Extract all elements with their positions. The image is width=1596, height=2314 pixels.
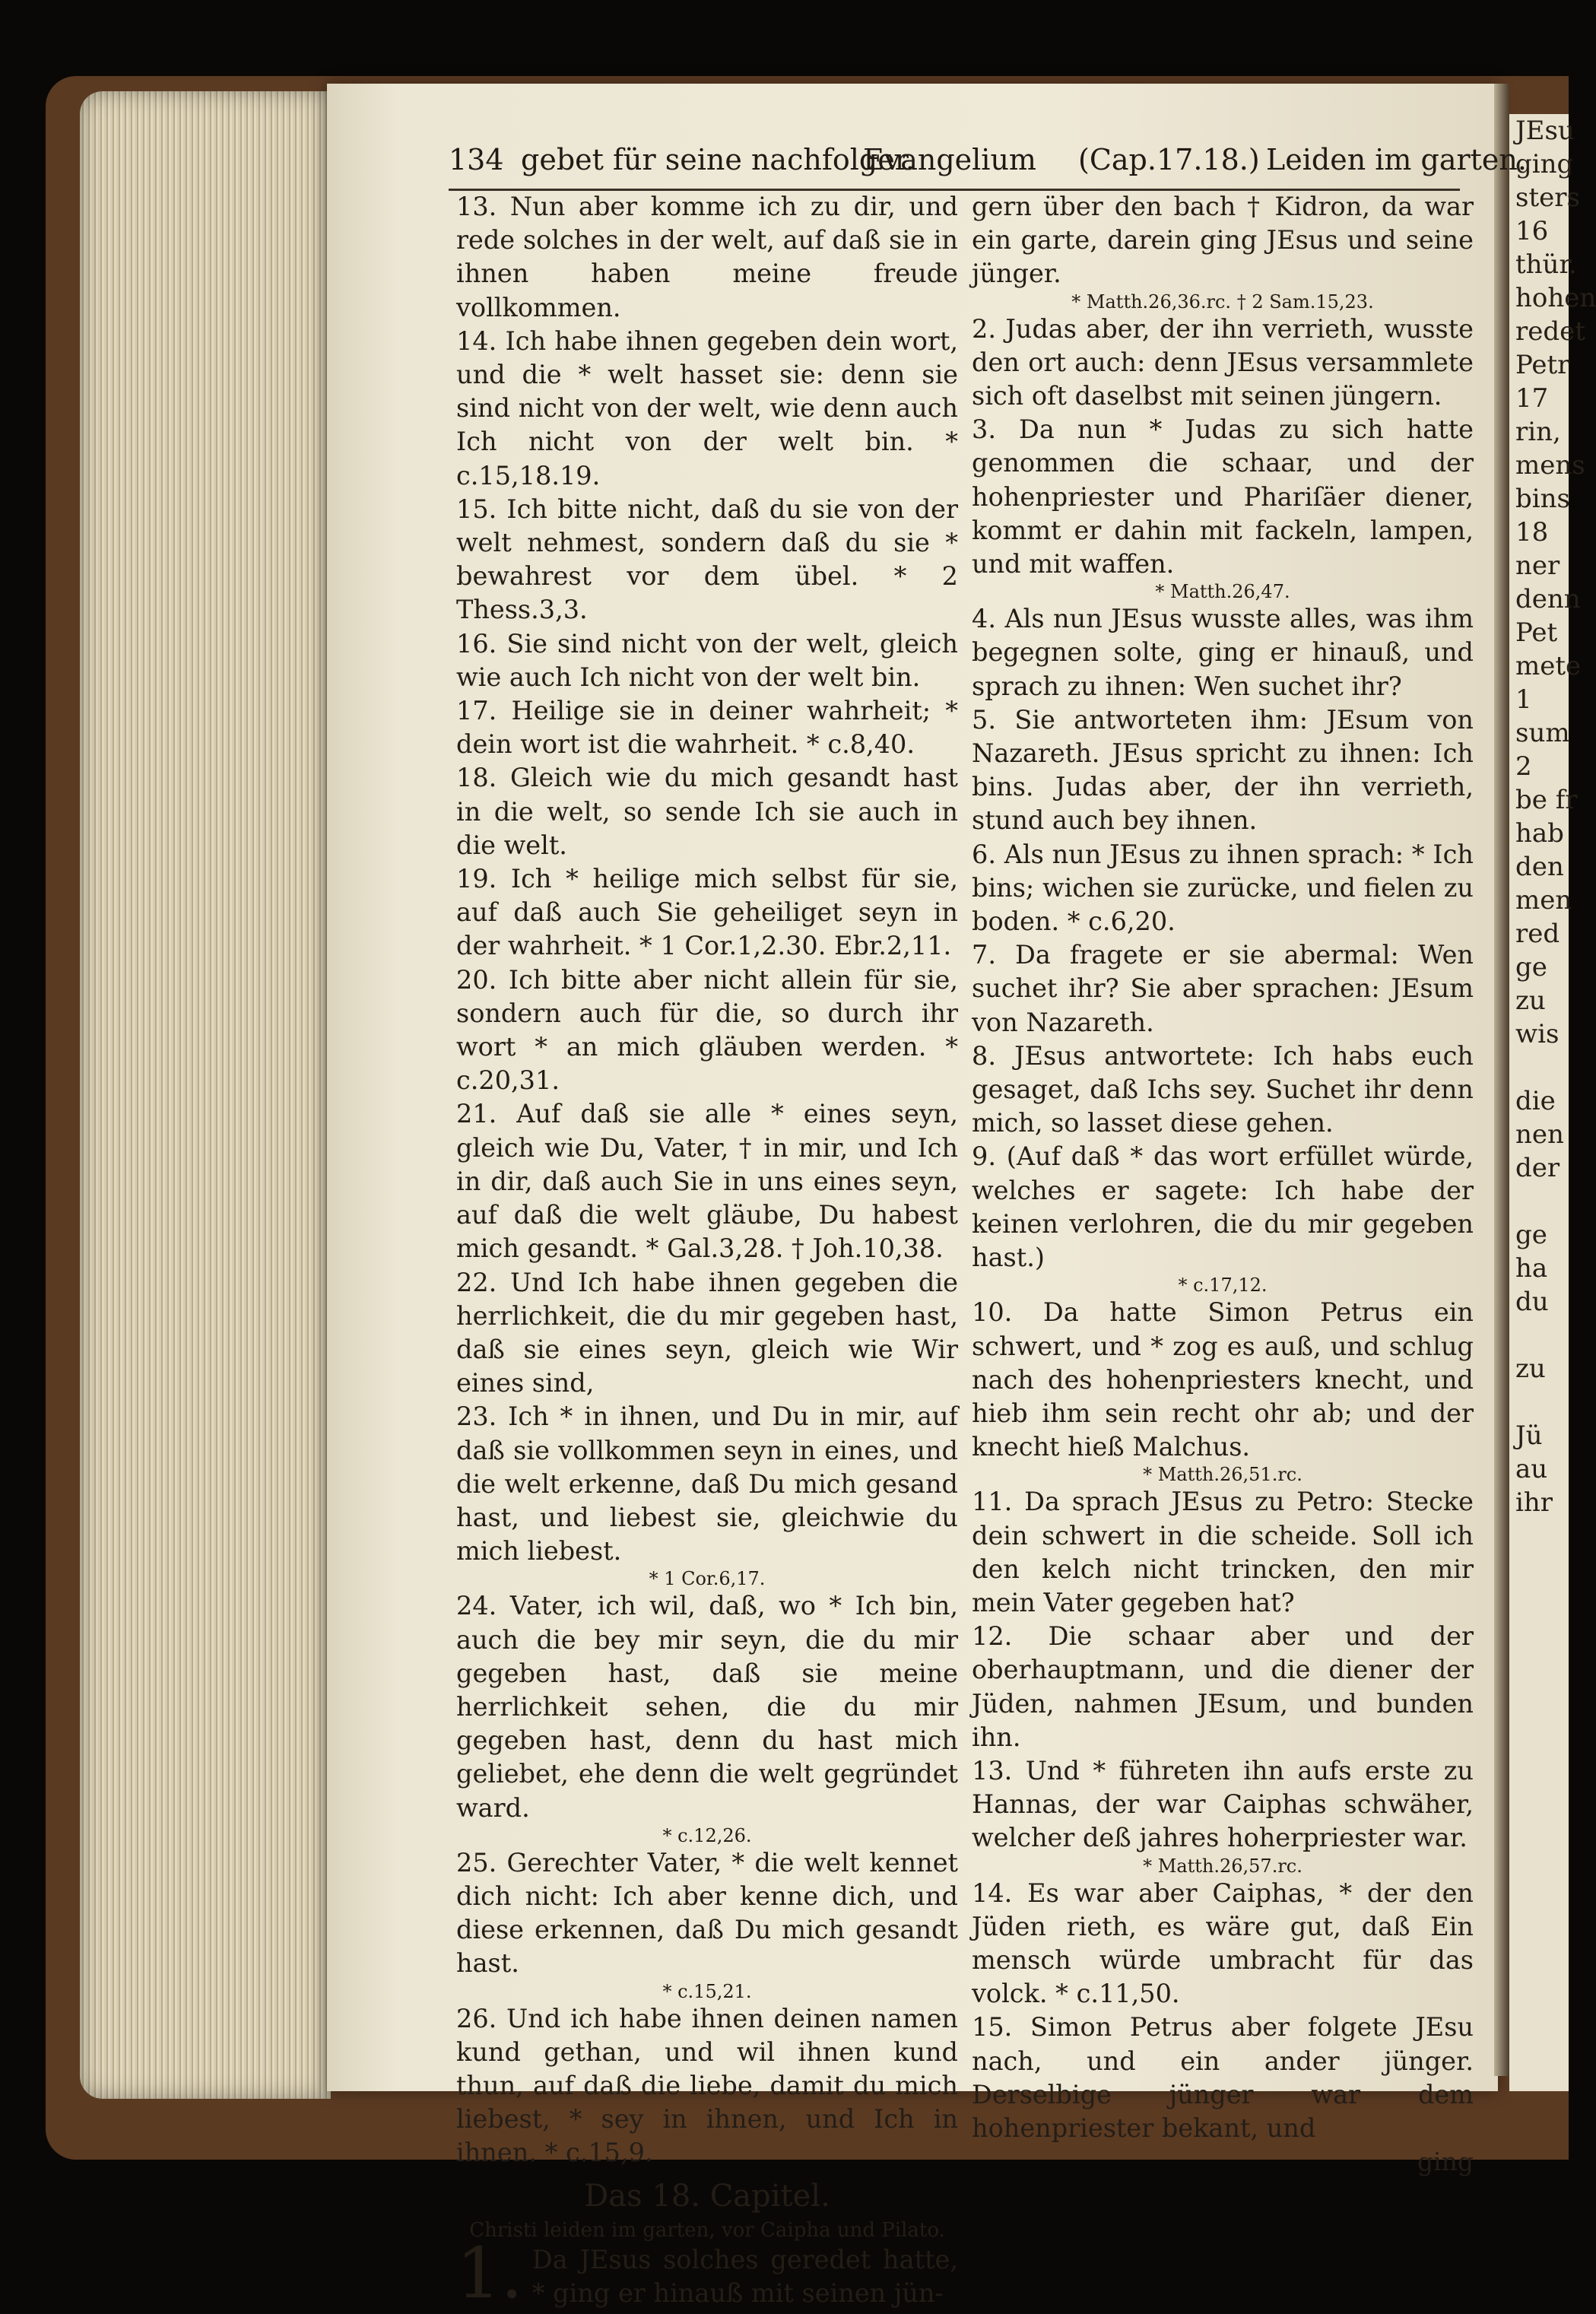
next-page-fragment-line [1509, 1319, 1569, 1352]
verse: 8. JEsus antwortete: Ich habs euch gesaget, daß Ichs sey. Suchet ihr denn mich, so lasset diese gehen. [972, 1040, 1474, 1138]
verse: 13. Und * führeten ihn aufs erste zu Hannas, der war Caiphas schwäher, welcher deß jahres hoherpriester war. [972, 1755, 1474, 1853]
next-page-fragment-line: der [1515, 1153, 1560, 1183]
verse: 15. Simon Petrus aber folgete JEsu nach, und ein ander jünger. Derselbige jünger war dem hohenpriester bekant, und [972, 2012, 1474, 2143]
verse: 16. Sie sind nicht von der welt, gleich wie auch Ich nicht von der welt bin. [456, 628, 958, 692]
verse: 18. Gleich wie du mich gesandt hast in die welt, so sende Ich sie auch in die welt. [456, 763, 958, 860]
verse: 15. Ich bitte nicht, daß du sie von der welt nehmest, sondern daß du sie * bewahrest vor dem übel. * 2 Thess.3,3. [456, 494, 958, 625]
next-page-fragment-line: ge [1515, 952, 1547, 982]
next-page-fragment-line: die [1515, 1086, 1556, 1116]
next-page-fragment-line: rin, [1515, 417, 1561, 447]
right-column [972, 190, 1474, 2179]
next-page-fragment-line: zu [1515, 1354, 1546, 1384]
header-topic-right: Leiden im garten. [1266, 143, 1527, 176]
next-page-fragment-line: JEsu [1515, 116, 1575, 146]
cross-reference: * Matth.26,36.rc. † 2 Sam.15,23. [1071, 290, 1374, 313]
verse: 14. Es war aber Caiphas, * der den Jüden rieth, es wäre gut, daß Ein mensch würde umbracht für das volck. * c.11,50. [972, 1878, 1474, 2009]
verse: 24. Vater, ich wil, daß, wo * Ich bin, auch die bey mir seyn, die du mir gegeben hast, daß sie meine herrlichkeit sehen, die du mir gegeben hast, denn du hast mich geliebet, ehe denn die welt gegründet ward. [456, 1591, 958, 1823]
next-page-fragment-line: wis [1515, 1019, 1560, 1049]
next-page-fragment-line: nen [1515, 1119, 1564, 1150]
verse: 4. Als nun JEsus wusste alles, was ihm begegnen solte, ging er hinauß, und sprach zu ihnen: Wen suchet ihr? [972, 604, 1474, 701]
next-page-fragment-line: Pet [1515, 617, 1558, 648]
next-page-fragment-line: ha [1515, 1253, 1548, 1284]
verse: 14. Ich habe ihnen gegeben dein wort, und die * welt hasset sie: denn sie sind nicht von der welt, wie denn auch Ich nicht von der welt bin. * c.15,18.19. [456, 325, 958, 490]
next-page-fragment-line: 17 [1515, 383, 1549, 414]
next-page-fragment [1509, 114, 1596, 2091]
header-topic-left: gebet für seine nachfolger. [521, 143, 915, 176]
next-page-fragment-line: ihr [1515, 1487, 1553, 1518]
verse: 19. Ich * heilige mich selbst für sie, auf daß auch Sie geheiliget seyn in der wahrheit. * 1 Cor.1,2.30. Ebr.2,11. [456, 864, 958, 961]
verse: 22. Und Ich habe ihnen gegeben die herrlichkeit, die du mir gegeben hast, daß sie eines seyn, gleich wie Wir eines sind, [456, 1267, 958, 1398]
verse: 12. Die schaar aber und der oberhauptmann, und die diener der Jüden, nahmen JEsum, und bunden ihn. [972, 1621, 1474, 1752]
verse: 26. Und ich habe ihnen deinen namen kund gethan, und wil ihnen kund thun, auf daß die liebe, damit du mich liebest, * sey in ihnen, und Ich in ihnen. * c.15,9. [456, 2003, 958, 2168]
verse: 3. Da nun * Judas zu sich hatte genommen die schaar, und der hohenpriester und Phariſäer diener, kommt er dahin mit fackeln, lampen, und mit waffen. [972, 414, 1474, 579]
next-page-fragment-line [1509, 1051, 1569, 1084]
next-page-fragment-line: bins [1515, 484, 1570, 514]
left-column [456, 190, 958, 2314]
header-chapter-ref: (Cap.17.18.) [1078, 143, 1260, 176]
next-page-fragment-line: ge [1515, 1220, 1547, 1250]
cross-reference: * Matth.26,51.rc. [1143, 1464, 1303, 1486]
next-page-fragment-line: men [1515, 885, 1572, 916]
cross-reference: * c.15,21. [662, 1980, 752, 2002]
page-gutter [1494, 84, 1509, 2076]
next-page-fragment-line: 18 [1515, 517, 1549, 548]
verse: 11. Da sprach JEsus zu Petro: Stecke dein schwert in die scheide. Soll ich den kelch nicht trincken, den mir mein Vater gegeben hat? [972, 1487, 1474, 1617]
next-page-fragment-line: 2 [1515, 751, 1532, 782]
chapter-heading: Das 18. Capitel. [584, 2178, 830, 2214]
verse: 17. Heilige sie in deiner wahrheit; * dein wort ist die wahrheit. * c.8,40. [456, 696, 958, 760]
next-page-fragment-line: hohen [1515, 283, 1596, 313]
header-book-title: Evangelium [863, 143, 1036, 176]
verse: 9. (Auf daß * das wort erfüllet würde, welches er sagete: Ich habe der keinen verlohren, die du mir gegeben hast.) [972, 1141, 1474, 1273]
verse: 7. Da fragete er sie abermal: Wen suchet ihr? Sie aber sprachen: JEsum von Nazareth. [972, 940, 1474, 1037]
catchword: ging [1417, 2147, 1474, 2177]
next-page-fragment-line: redet [1515, 316, 1585, 347]
next-page-fragment-line [1509, 1386, 1569, 1419]
verse: 2. Judas aber, der ihn verrieth, wusste den ort auch: denn JEsus versammlete sich oft daselbst mit seinen jüngern. [972, 313, 1474, 411]
next-page-fragment-line: Jü [1515, 1420, 1543, 1451]
next-page-fragment-line: sum [1515, 718, 1570, 748]
page-number: 134 [449, 143, 504, 176]
next-page-fragment-line: zu [1515, 986, 1546, 1016]
next-page-fragment-line: sters [1515, 183, 1580, 213]
verse: 6. Als nun JEsus zu ihnen sprach: * Ich bins; wichen sie zurücke, und fielen zu boden. * c.6,20. [972, 839, 1474, 937]
next-page-fragment-line: ging [1515, 149, 1574, 179]
next-page-fragment-line: du [1515, 1287, 1549, 1317]
cross-reference: * Matth.26,47. [1155, 581, 1290, 603]
next-page-fragment-line: mens [1515, 450, 1585, 481]
verse: 25. Gerechter Vater, * die welt kennet dich nicht: Ich aber kenne dich, und diese erkennen, daß Du mich gesandt hast. [456, 1847, 958, 1979]
cross-reference: * 1 Cor.6,17. [649, 1568, 766, 1590]
verse: gern über den bach † Kidron, da war ein garte, darein ging JEsus und seine jünger. [972, 192, 1474, 289]
next-page-fragment-line: 1 [1515, 684, 1532, 715]
next-page-fragment-line: ner [1515, 551, 1560, 581]
next-page-fragment-line: 16 [1515, 216, 1549, 246]
verse: 23. Ich * in ihnen, und Du in mir, auf daß sie vollkommen seyn in eines, und die welt erkenne, daß Du mich gesand hast, und liebest sie, gleichwie du mich liebest. [456, 1401, 958, 1566]
cross-reference: * c.12,26. [662, 1824, 752, 1846]
cross-reference: * c.17,12. [1178, 1274, 1268, 1297]
next-page-fragment-line: thür. [1515, 249, 1577, 280]
next-page-fragment-line: den [1515, 852, 1564, 882]
page-edges [80, 91, 331, 2099]
running-header [449, 143, 1527, 191]
chapter-opening-verse: 1.Da JEsus solches geredet hatte, * ging er hinauß mit seinen jün- [456, 2232, 958, 2314]
next-page-fragment-line: Petr [1515, 350, 1570, 380]
next-page-fragment-line: hab [1515, 818, 1564, 849]
chapter-summary: Christi leiden im garten, vor Caipha und Pilato. [469, 2218, 945, 2242]
verse: 20. Ich bitte aber nicht allein für sie, sondern auch für die, so durch ihr wort * an mich gläuben werden. * c.20,31. [456, 964, 958, 1096]
cross-reference: * Matth.26,57.rc. [1143, 1855, 1303, 1877]
next-page-fragment-line: au [1515, 1454, 1548, 1484]
verse: 5. Sie antworteten ihm: JEsum von Nazareth. JEsus spricht zu ihnen: Ich bins. Judas aber, der ihn verrieth, stund auch bey ihnen. [972, 704, 1474, 836]
next-page-fragment-line: mete [1515, 651, 1582, 681]
next-page-fragment-line [1509, 1185, 1569, 1218]
next-page-fragment-line: denn [1515, 584, 1581, 614]
verse: 10. Da hatte Simon Petrus ein schwert, und * zog es auß, und schlug nach des hohenpriesters knecht, und hieb ihm sein recht ohr ab; und der knecht hieß Malchus. [972, 1297, 1474, 1462]
verse: 21. Auf daß sie alle * eines seyn, gleich wie Du, Vater, † in mir, und Ich in dir, daß auch Sie in uns eines seyn, auf daß die welt gläube, Du habest mich gesandt. * Gal.3,28. † Joh.10,38. [456, 1099, 958, 1264]
next-page-fragment-line: be fr [1515, 785, 1578, 815]
verse: 13. Nun aber komme ich zu dir, und rede solches in der welt, auf daß sie in ihnen haben meine freude vollkommen. [456, 192, 958, 322]
next-page-fragment-line: red [1515, 919, 1560, 949]
